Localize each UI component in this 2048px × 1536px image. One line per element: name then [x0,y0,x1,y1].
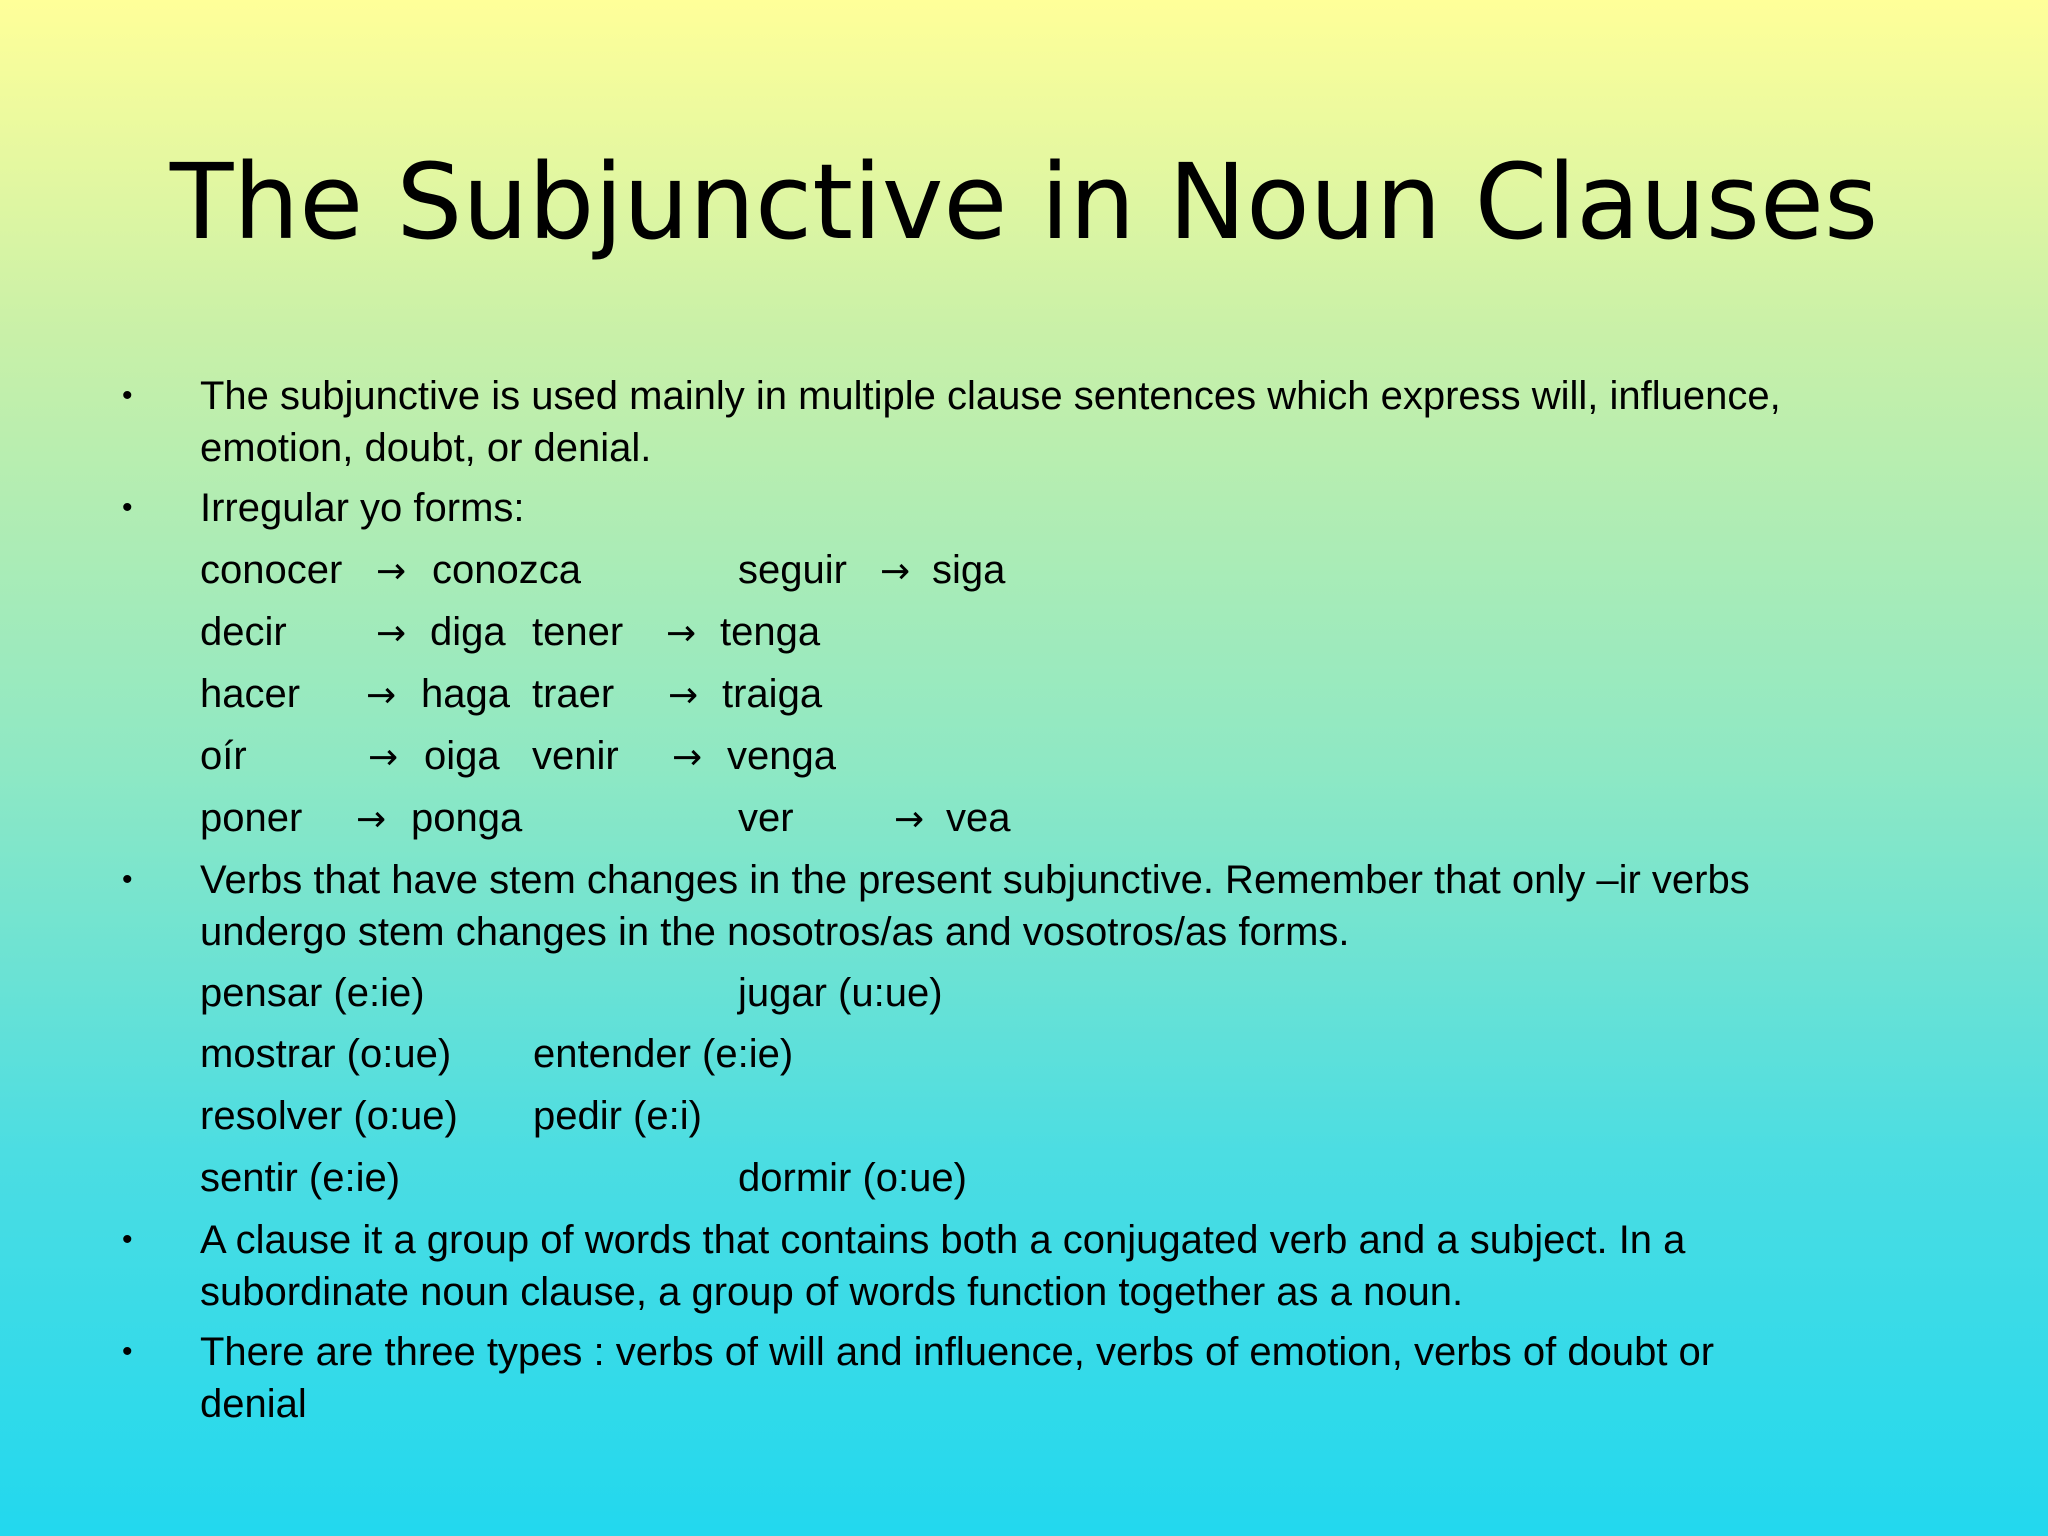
arrow-icon: → [880,551,911,592]
bullet-text-line: There are three types : verbs of will and influence, verbs of emotion, verbs of doubt or [200,1330,1715,1374]
bullet-marker: • [122,379,133,412]
stem-changing-verb: entender (e:ie) [533,1032,794,1076]
bullet-text-line: denial [200,1382,307,1426]
bullet-text-line: The subjunctive is used mainly in multiple clause sentences which express will, influence, [200,374,1781,418]
verb-infinitive: decir [200,610,287,654]
arrow-icon: → [894,799,925,840]
arrow-icon: → [376,551,407,592]
verb-yo-form: tenga [720,610,821,654]
bullet-text-line: emotion, doubt, or denial. [200,426,652,470]
stem-changing-verb: jugar (u:ue) [738,971,943,1015]
bullet-text-line: undergo stem changes in the nosotros/as and vosotros/as forms. [200,910,1350,954]
bullet-marker: • [122,1335,133,1368]
arrow-icon: → [376,613,407,654]
stem-changing-verb: pedir (e:i) [533,1094,702,1138]
bullet-text-line: Irregular yo forms: [200,486,525,530]
slide-title: The Subjunctive in Noun Clauses [169,141,1879,263]
verb-infinitive: conocer [200,548,343,592]
bullet-text-line: subordinate noun clause, a group of words function together as a noun. [200,1270,1464,1314]
arrow-icon: → [356,799,387,840]
arrow-icon: → [668,675,699,716]
bullet-marker: • [122,863,133,896]
verb-infinitive: tener [532,610,624,654]
arrow-icon: → [672,737,703,778]
arrow-icon: → [666,613,697,654]
verb-yo-form: siga [932,548,1006,592]
arrow-icon: → [366,675,397,716]
verb-infinitive: venir [532,734,619,778]
bullet-marker: • [122,491,133,524]
stem-changing-verb: resolver (o:ue) [200,1094,458,1138]
stem-changing-verb: sentir (e:ie) [200,1156,401,1200]
verb-yo-form: conozca [432,548,581,592]
stem-changing-verb: dormir (o:ue) [738,1156,967,1200]
verb-infinitive: hacer [200,672,301,716]
verb-yo-form: diga [430,610,506,654]
verb-yo-form: vea [946,796,1011,840]
verb-infinitive: ver [738,796,794,840]
bullet-marker: • [122,1223,133,1256]
arrow-icon: → [368,737,399,778]
verb-infinitive: seguir [738,548,847,592]
stem-changing-verb: pensar (e:ie) [200,971,425,1015]
verb-yo-form: oiga [424,734,500,778]
bullet-text-line: A clause it a group of words that contains both a conjugated verb and a subject. In a [200,1218,1686,1262]
verb-yo-form: haga [421,672,510,716]
verb-infinitive: poner [200,796,303,840]
verb-yo-form: ponga [411,796,523,840]
verb-infinitive: traer [532,672,615,716]
verb-yo-form: venga [727,734,836,778]
stem-changing-verb: mostrar (o:ue) [200,1032,452,1076]
verb-infinitive: oír [200,734,247,778]
bullet-text-line: Verbs that have stem changes in the present subjunctive. Remember that only –ir verbs [200,858,1750,902]
verb-yo-form: traiga [722,672,823,716]
